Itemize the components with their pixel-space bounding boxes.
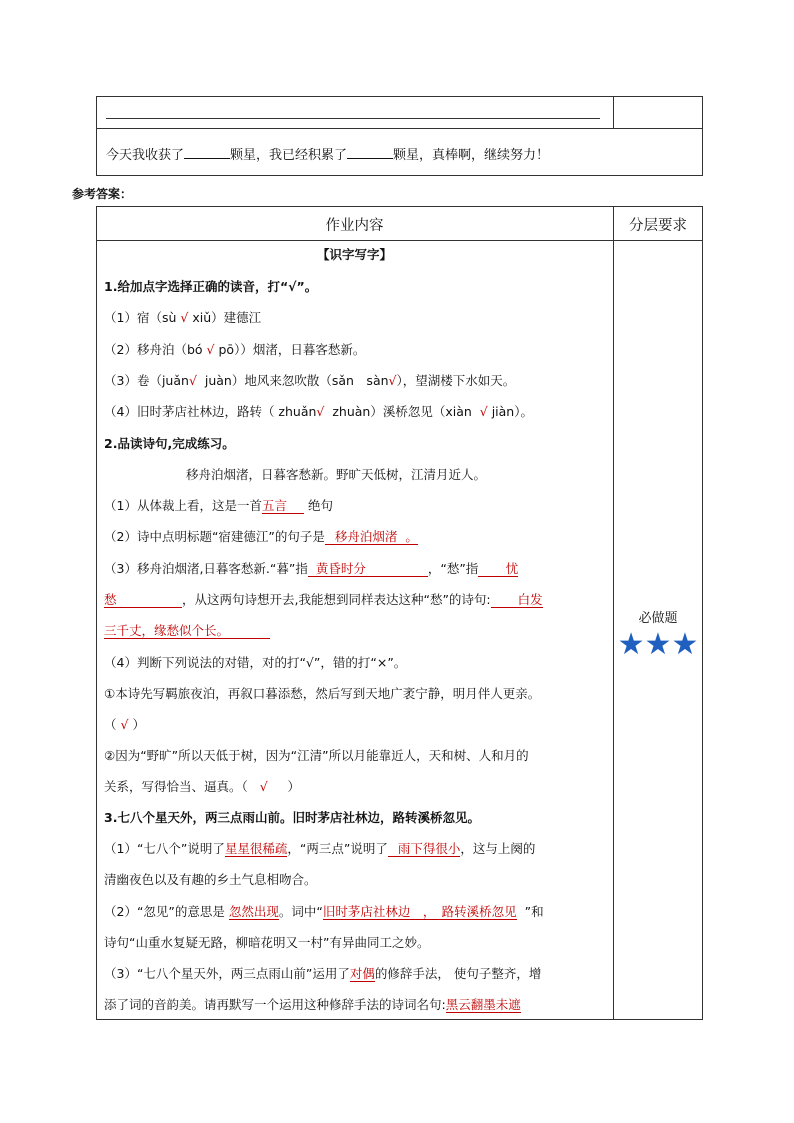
q2-s3-line2: 愁 ，从这两句诗想开去,我能想到同样表达这种“愁”的诗句: 白发 bbox=[104, 592, 543, 607]
answer-text: 黑云翻墨未遮 bbox=[445, 997, 521, 1012]
top-table-divider bbox=[613, 96, 614, 129]
answer-text: 移舟泊烟渚 。 bbox=[325, 529, 418, 545]
check-mark: √ bbox=[316, 404, 325, 419]
q2-s3-line3 bbox=[104, 623, 270, 639]
answer-heading: 参考答案： bbox=[72, 187, 133, 201]
q3-s2-line1: （2）“忽见”的意思是 忽然出现。词中“旧时茅店社林边 ， 路转溪桥忽见 ”和 bbox=[104, 904, 544, 919]
level-label: 必做题 bbox=[638, 611, 678, 626]
answer-text: 黄昏时分 bbox=[308, 561, 428, 577]
answer-table-header-divider bbox=[96, 240, 703, 241]
col-content-header: 作业内容 bbox=[325, 218, 384, 234]
q2-s3-line1: （3）移舟泊烟渚,日暮客愁新.“暮”指 黄昏时分 ，“愁”指 忧 bbox=[104, 561, 519, 576]
q2-s4-title: （4）判断下列说法的对错，对的打“√”，错的打“×”。 bbox=[104, 655, 407, 670]
answer-text: 忽然出现 bbox=[228, 904, 279, 919]
answer-text: 五言 bbox=[262, 498, 304, 514]
summary-text-1: 今天我收获了 bbox=[106, 148, 185, 163]
q2-title: 2.品读诗句,完成练习。 bbox=[104, 436, 235, 451]
q3-title: 3.七八个星天外，两三点雨山前。旧时茅店社林边，路转溪桥忽见。 bbox=[104, 810, 480, 825]
answer-text: 对偶 bbox=[349, 966, 375, 981]
q3-s3-line2: 添了词的音韵美。请再默写一个运用这种修辞手法的诗词名句:黑云翻墨未遮 bbox=[104, 997, 521, 1012]
q1-item-2: （2）移舟泊（bó √ pō））烟渚，日暮客愁新。 bbox=[104, 342, 366, 357]
stars-total-blank[interactable] bbox=[347, 146, 393, 159]
star-rating bbox=[613, 627, 703, 662]
answer-text: 愁 bbox=[104, 592, 182, 608]
answer-text: 忧 bbox=[478, 561, 518, 577]
summary-text-2: 颗星，我已经积累了 bbox=[230, 148, 348, 163]
top-table bbox=[96, 96, 703, 176]
q2-s4-statement-2: ②因为“野旷”所以天低于树，因为“江清”所以月能靠近人，天和树、人和月的 bbox=[104, 748, 529, 763]
q3-s2-line2: 诗句“山重水复疑无路，柳暗花明又一村”有异曲同工之妙。 bbox=[104, 935, 430, 950]
check-mark: √ bbox=[188, 373, 197, 388]
section-title: 【识字写字】 bbox=[316, 247, 392, 262]
answer-text: 星星很稀疏 bbox=[224, 841, 288, 856]
q2-s4-statement-2b: 关系，写得恰当、逼真。（ √ ） bbox=[104, 779, 301, 794]
q2-s1: （1）从体裁上看，这是一首五言 绝句 bbox=[104, 498, 333, 513]
answer-text: 旧时茅店社林边 ， 路转溪桥忽见 bbox=[322, 904, 517, 919]
answer-table bbox=[96, 206, 703, 1020]
top-table-row-divider bbox=[96, 128, 703, 129]
q1-item-4: （4）旧时茅店社林边，路转（ zhuǎn√ zhuàn）溪桥忽见（xiàn √ jiàn）。 bbox=[104, 404, 533, 419]
check-mark: √ bbox=[259, 779, 268, 794]
star-icon: ★ bbox=[617, 627, 645, 662]
answer-text: 白发 bbox=[491, 592, 543, 608]
q1-title: 1.给加点字选择正确的读音，打“√”。 bbox=[104, 279, 318, 294]
check-mark: √ bbox=[206, 342, 215, 357]
star-icon: ★ bbox=[671, 627, 699, 662]
col-level-header: 分层要求 bbox=[629, 218, 687, 234]
summary-text-3: 颗星，真棒啊，继续努力！ bbox=[393, 148, 550, 163]
answer-text: 雨下得很小 bbox=[388, 841, 461, 857]
q3-s1-line1: （1）“七八个”说明了星星很稀疏，“两三点”说明了 雨下得很小，这与上阕的 bbox=[104, 841, 536, 856]
star-icon: ★ bbox=[644, 627, 672, 662]
q3-s3-line1: （3）“七八个星天外，两三点雨山前”运用了对偶的修辞手法， 使句子整齐，增 bbox=[104, 966, 542, 981]
stars-today-blank[interactable] bbox=[184, 146, 230, 159]
check-mark: √ bbox=[120, 717, 129, 732]
q2-s4-answer-1: （ √ ） bbox=[104, 717, 145, 732]
q2-s2: （2）诗中点明标题“宿建德江”的句子是 移舟泊烟渚 。 bbox=[104, 529, 418, 544]
q1-item-1: （1）宿（sù √ xiǔ）建德江 bbox=[104, 310, 262, 325]
summary-line bbox=[106, 146, 549, 164]
q2-s4-statement-1: ①本诗先写羁旅夜泊，再叙口暮添愁，然后写到天地广袤宁静，明月伴人更亲。 bbox=[104, 686, 541, 701]
q1-item-3: （3）卷（juǎn√ juàn）地风来忽吹散（sǎn sàn√），望湖楼下水如天。 bbox=[104, 373, 516, 388]
writing-line bbox=[106, 118, 600, 119]
check-mark: √ bbox=[388, 373, 397, 388]
q2-poem: 移舟泊烟渚，日暮客愁新。野旷天低树，江清月近人。 bbox=[186, 467, 487, 482]
check-mark: √ bbox=[180, 310, 189, 325]
q3-s1-line2: 清幽夜色以及有趣的乡土气息相吻合。 bbox=[104, 872, 317, 887]
check-mark: √ bbox=[479, 404, 488, 419]
answer-text: 三千丈，缘愁似个长。 bbox=[104, 623, 270, 639]
